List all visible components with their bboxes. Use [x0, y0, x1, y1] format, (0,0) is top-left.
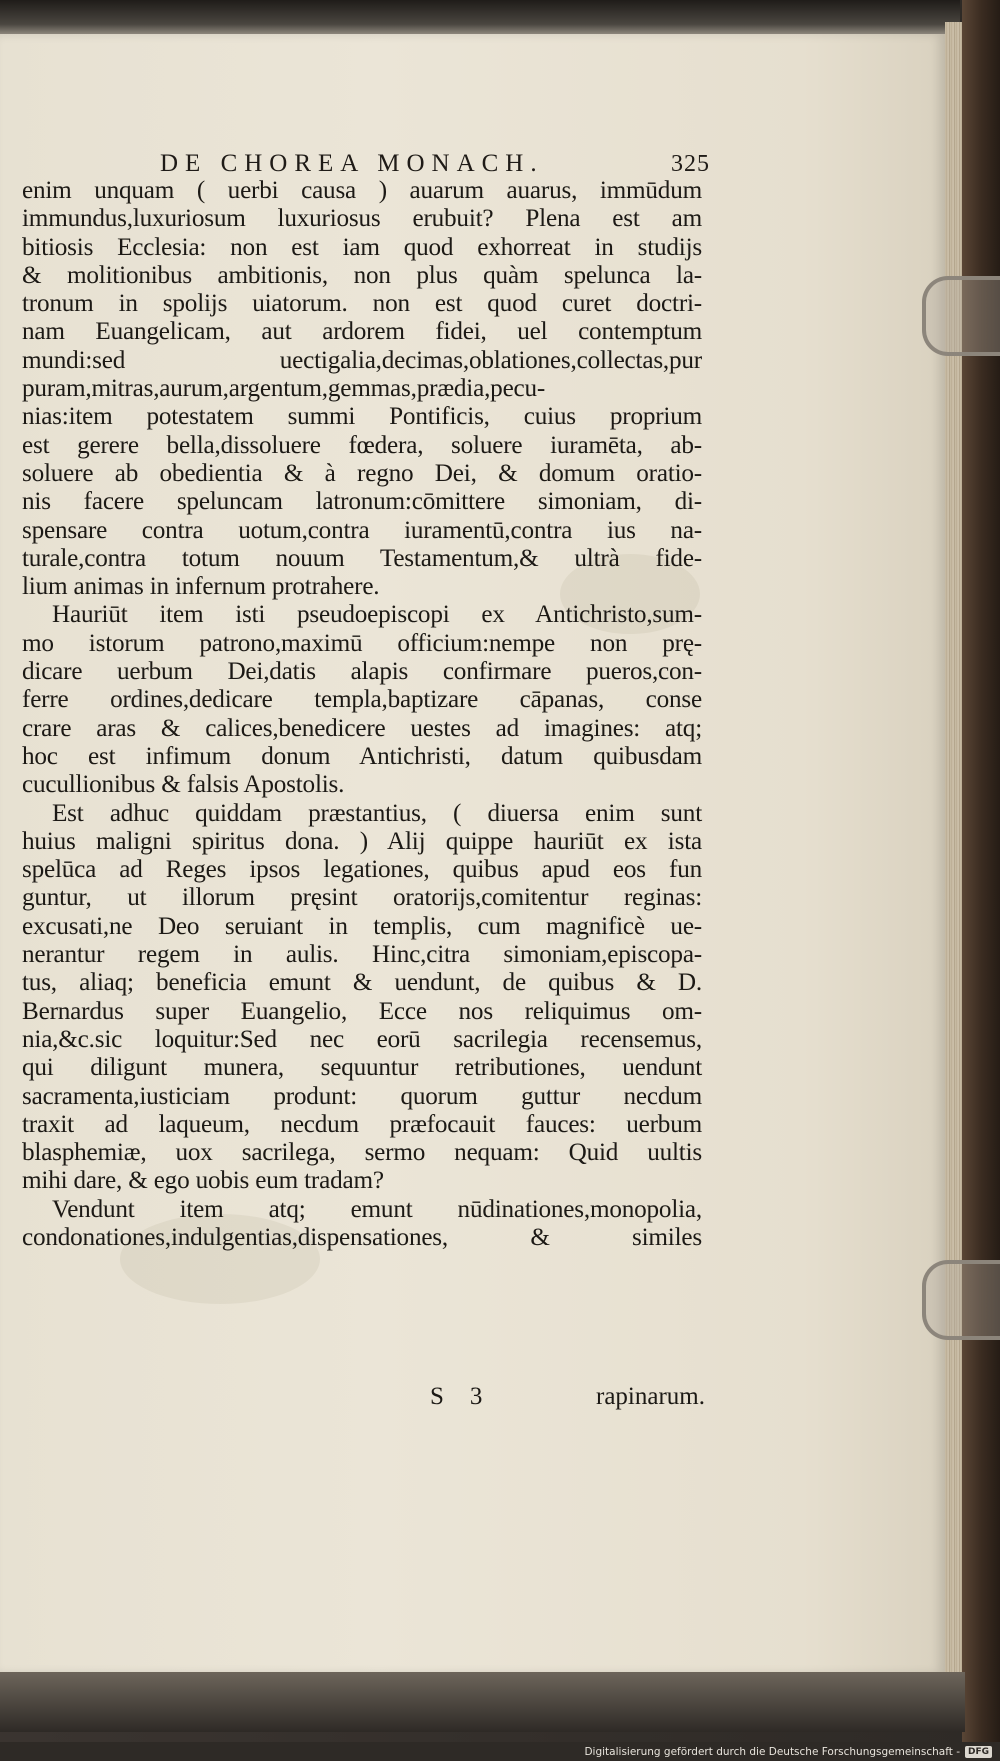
text-line: guntur, ut illorum pręsint oratorijs,comitentur reginas:	[22, 884, 702, 912]
text-line: ferre ordines,dedicare templa,baptizare cāpanas, conse	[22, 686, 702, 714]
text-line: immundus,luxuriosum luxuriosus erubuit? Plena est am	[22, 205, 702, 233]
text-line: tus, aliaq; beneficia emunt & uendunt, de quibus & D.	[22, 969, 702, 997]
text-line: huius maligni spiritus dona. ) Alij quippe hauriūt ex ista	[22, 827, 702, 855]
text-line: condonationes,indulgentias,dispensationes, & similes	[22, 1223, 702, 1251]
body-text	[22, 177, 702, 1252]
text-line: nam Euangelicam, aut ardorem fidei, uel contemptum	[22, 318, 702, 346]
dfg-logo: DFG	[965, 1746, 992, 1758]
text-line: cucullionibus & falsis Apostolis.	[22, 771, 345, 799]
text-line: mundi:sed uectigalia,decimas,oblationes,collectas,pur	[22, 346, 702, 374]
text-line: sacramenta,iusticiam produnt: quorum guttur necdum	[22, 1082, 702, 1110]
digitization-credit: Digitalisierung gefördert durch die Deutsche Forschungsgemeinschaft -	[584, 1745, 960, 1758]
text-line: spelūca ad Reges ipsos legationes, quibus apud eos fun	[22, 856, 702, 884]
text-line: hoc est infimum donum Antichristi, datum quibusdam	[22, 742, 702, 770]
running-title: DE CHOREA MONACH.	[160, 150, 544, 177]
text-line: Vendunt item atq; emunt nūdinationes,monopolia,	[52, 1195, 702, 1223]
footer-bar	[0, 1742, 1000, 1761]
text-line: bitiosis Ecclesia: non est iam quod exhorreat in studijs	[22, 233, 702, 261]
clasp-icon	[922, 1260, 1000, 1340]
text-line: nias:item potestatem summi Pontificis, cuius proprium	[22, 403, 702, 431]
text-line: nia,&c.sic loquitur:Sed nec eorū sacrilegia recensemus,	[22, 1025, 702, 1053]
book-binding	[962, 0, 1000, 1761]
page-bottom-shadow	[0, 1672, 965, 1732]
text-line: dicare uerbum Dei,datis alapis confirmare pueros,con-	[22, 658, 702, 686]
signature-number: 3	[469, 1383, 483, 1410]
text-line: nerantur regem in aulis. Hinc,citra simoniam,episcopa-	[22, 941, 702, 969]
text-line: turale,contra totum nouum Testamentum,& ultrà fide-	[22, 544, 702, 572]
clasp-icon	[922, 276, 1000, 356]
text-line: traxit ad laqueum, necdum præfocauit fauces: uerbum	[22, 1110, 702, 1138]
text-line: spensare contra uotum,contra iuramentū,contra ius na-	[22, 516, 702, 544]
text-line: Bernardus super Euangelio, Ecce nos reliquimus om-	[22, 997, 702, 1025]
text-line: soluere ab obedientia & à regno Dei, & domum oratio-	[22, 459, 702, 487]
text-line: mihi dare, & ego uobis eum tradam?	[22, 1167, 384, 1195]
text-line: enim unquam ( uerbi causa ) auarum auarus, immūdum	[22, 177, 702, 204]
signature-mark: S	[430, 1383, 444, 1410]
text-line: tronum in spolijs uiatorum. non est quod curet doctri-	[22, 290, 702, 318]
text-line: crare aras & calices,benedicere uestes ad imagines: atq;	[22, 714, 702, 742]
text-line: puram,mitras,aurum,argentum,gemmas,prædia,pecu-	[22, 375, 546, 403]
text-line: nis facere speluncam latronum:cōmittere simoniam, di-	[22, 488, 702, 516]
text-line: Est adhuc quiddam præstantius, ( diuersa enim sunt	[52, 799, 702, 827]
page-number: 325	[671, 151, 710, 177]
text-line: lium animas in infernum protrahere.	[22, 573, 380, 601]
text-line: blasphemiæ, uox sacrilega, sermo nequam: Quid uultis	[22, 1139, 702, 1167]
text-line: qui diligunt munera, sequuntur retributiones, uendunt	[22, 1054, 702, 1082]
catchword: rapinarum.	[596, 1383, 705, 1410]
signature-line	[430, 1383, 705, 1411]
text-line: est gerere bella,dissoluere fœdera, soluere iuramēta, ab-	[22, 431, 702, 459]
text-line: Hauriūt item isti pseudoepiscopi ex Antichristo,sum-	[52, 601, 702, 629]
text-line: mo istorum patrono,maximū officium:nempe non prę-	[22, 629, 702, 657]
text-line: & molitionibus ambitionis, non plus quàm spelunca la-	[22, 261, 702, 289]
text-line: excusati,ne Deo seruiant in templis, cum magnificè ue-	[22, 912, 702, 940]
running-head	[160, 150, 710, 178]
